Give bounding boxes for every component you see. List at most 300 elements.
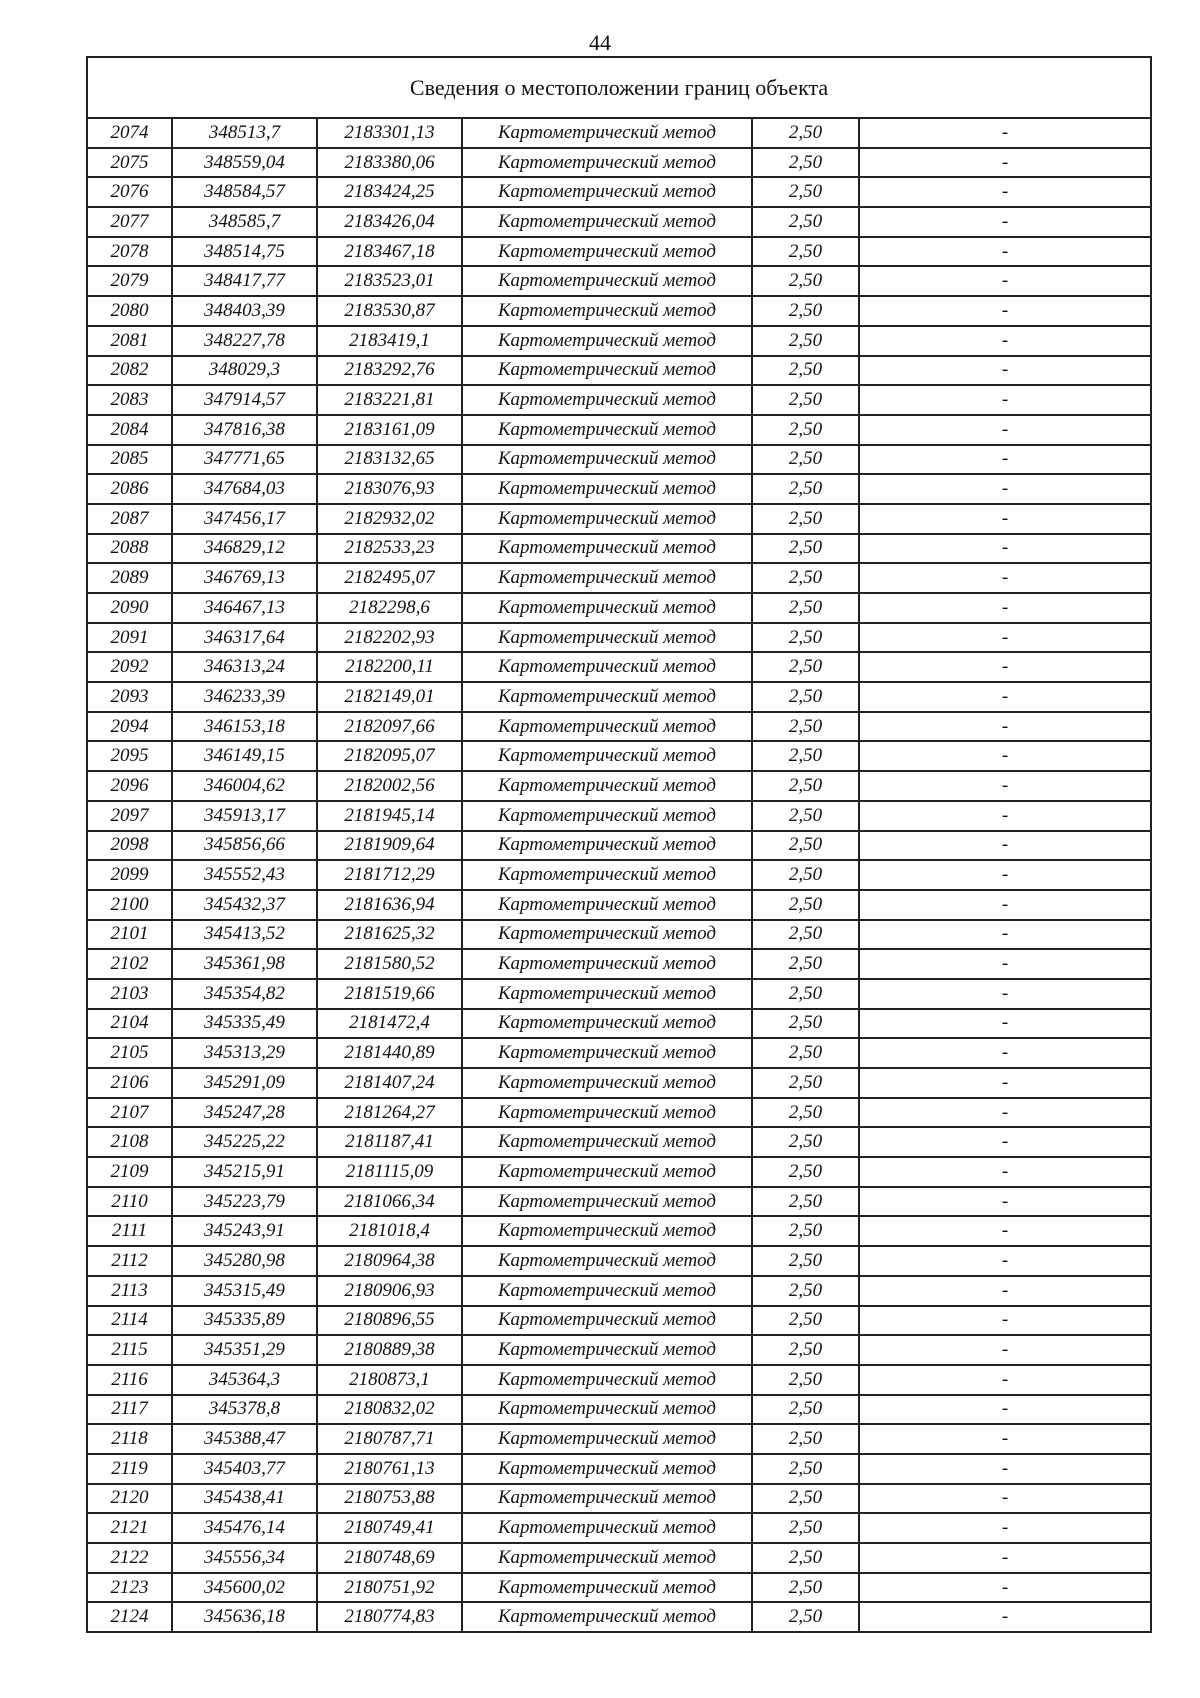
- method-cell: Картометрический метод: [462, 415, 752, 445]
- method-cell: Картометрический метод: [462, 1098, 752, 1128]
- x-coordinate-cell: 345476,14: [172, 1513, 317, 1543]
- table-row: [87, 118, 1151, 148]
- method-cell: Картометрический метод: [462, 563, 752, 593]
- x-coordinate-cell: 348584,57: [172, 177, 317, 207]
- point-number-cell: 2100: [87, 890, 172, 920]
- method-cell: Картометрический метод: [462, 296, 752, 326]
- accuracy-cell: 2,50: [752, 266, 859, 296]
- method-cell: Картометрический метод: [462, 474, 752, 504]
- description-cell: -: [859, 1246, 1151, 1276]
- table-row: [87, 801, 1151, 831]
- description-cell: -: [859, 1335, 1151, 1365]
- accuracy-cell: 2,50: [752, 534, 859, 564]
- description-cell: -: [859, 920, 1151, 950]
- description-cell: -: [859, 1424, 1151, 1454]
- point-number-cell: 2109: [87, 1157, 172, 1187]
- method-cell: Картометрический метод: [462, 890, 752, 920]
- accuracy-cell: 2,50: [752, 1187, 859, 1217]
- description-cell: -: [859, 1068, 1151, 1098]
- description-cell: -: [859, 563, 1151, 593]
- x-coordinate-cell: 345556,34: [172, 1543, 317, 1573]
- accuracy-cell: 2,50: [752, 1098, 859, 1128]
- point-number-cell: 2093: [87, 682, 172, 712]
- table-row: [87, 1573, 1151, 1603]
- table-row: [87, 890, 1151, 920]
- method-cell: Картометрический метод: [462, 1543, 752, 1573]
- description-cell: -: [859, 890, 1151, 920]
- x-coordinate-cell: 348227,78: [172, 326, 317, 356]
- page-number: 44: [589, 30, 611, 55]
- table-row: [87, 1454, 1151, 1484]
- description-cell: -: [859, 1127, 1151, 1157]
- y-coordinate-cell: 2182097,66: [317, 712, 462, 742]
- method-cell: Картометрический метод: [462, 534, 752, 564]
- y-coordinate-cell: 2180787,71: [317, 1424, 462, 1454]
- table-row: [87, 979, 1151, 1009]
- table-row: [87, 623, 1151, 653]
- table-row: [87, 1246, 1151, 1276]
- table-title: Сведения о местоположении границ объекта: [87, 57, 1151, 118]
- y-coordinate-cell: 2181115,09: [317, 1157, 462, 1187]
- y-coordinate-cell: 2181945,14: [317, 801, 462, 831]
- y-coordinate-cell: 2181625,32: [317, 920, 462, 950]
- x-coordinate-cell: 345225,22: [172, 1127, 317, 1157]
- point-number-cell: 2092: [87, 652, 172, 682]
- table-row: [87, 949, 1151, 979]
- y-coordinate-cell: 2180751,92: [317, 1573, 462, 1603]
- x-coordinate-cell: 345335,89: [172, 1306, 317, 1336]
- y-coordinate-cell: 2183426,04: [317, 207, 462, 237]
- x-coordinate-cell: 345354,82: [172, 979, 317, 1009]
- x-coordinate-cell: 348403,39: [172, 296, 317, 326]
- y-coordinate-cell: 2180873,1: [317, 1365, 462, 1395]
- table-row: [87, 563, 1151, 593]
- x-coordinate-cell: 346004,62: [172, 771, 317, 801]
- x-coordinate-cell: 345432,37: [172, 890, 317, 920]
- y-coordinate-cell: 2180753,88: [317, 1484, 462, 1514]
- table-row: [87, 148, 1151, 178]
- method-cell: Картометрический метод: [462, 593, 752, 623]
- point-number-cell: 2098: [87, 831, 172, 861]
- y-coordinate-cell: 2183530,87: [317, 296, 462, 326]
- x-coordinate-cell: 348559,04: [172, 148, 317, 178]
- y-coordinate-cell: 2183221,81: [317, 385, 462, 415]
- accuracy-cell: 2,50: [752, 1306, 859, 1336]
- method-cell: Картометрический метод: [462, 1157, 752, 1187]
- table-row: [87, 296, 1151, 326]
- x-coordinate-cell: 345313,29: [172, 1038, 317, 1068]
- point-number-cell: 2094: [87, 712, 172, 742]
- table-row: [87, 652, 1151, 682]
- y-coordinate-cell: 2182149,01: [317, 682, 462, 712]
- y-coordinate-cell: 2182202,93: [317, 623, 462, 653]
- point-number-cell: 2089: [87, 563, 172, 593]
- table-row: [87, 1009, 1151, 1039]
- point-number-cell: 2082: [87, 356, 172, 386]
- point-number-cell: 2084: [87, 415, 172, 445]
- y-coordinate-cell: 2181712,29: [317, 860, 462, 890]
- x-coordinate-cell: 345351,29: [172, 1335, 317, 1365]
- method-cell: Картометрический метод: [462, 652, 752, 682]
- accuracy-cell: 2,50: [752, 593, 859, 623]
- description-cell: -: [859, 385, 1151, 415]
- x-coordinate-cell: 345291,09: [172, 1068, 317, 1098]
- x-coordinate-cell: 346149,15: [172, 741, 317, 771]
- point-number-cell: 2122: [87, 1543, 172, 1573]
- x-coordinate-cell: 346467,13: [172, 593, 317, 623]
- table-row: [87, 1157, 1151, 1187]
- x-coordinate-cell: 345280,98: [172, 1246, 317, 1276]
- accuracy-cell: 2,50: [752, 1424, 859, 1454]
- description-cell: -: [859, 1573, 1151, 1603]
- table-row: [87, 1127, 1151, 1157]
- description-cell: -: [859, 1216, 1151, 1246]
- x-coordinate-cell: 345913,17: [172, 801, 317, 831]
- point-number-cell: 2079: [87, 266, 172, 296]
- description-cell: -: [859, 860, 1151, 890]
- description-cell: -: [859, 623, 1151, 653]
- description-cell: -: [859, 207, 1151, 237]
- description-cell: -: [859, 712, 1151, 742]
- y-coordinate-cell: 2182095,07: [317, 741, 462, 771]
- method-cell: Картометрический метод: [462, 1276, 752, 1306]
- method-cell: Картометрический метод: [462, 385, 752, 415]
- method-cell: Картометрический метод: [462, 1424, 752, 1454]
- table-row: [87, 1276, 1151, 1306]
- description-cell: -: [859, 1306, 1151, 1336]
- accuracy-cell: 2,50: [752, 1454, 859, 1484]
- table-row: [87, 593, 1151, 623]
- accuracy-cell: 2,50: [752, 1009, 859, 1039]
- point-number-cell: 2077: [87, 207, 172, 237]
- accuracy-cell: 2,50: [752, 1276, 859, 1306]
- table-row: [87, 1602, 1151, 1632]
- table-row: [87, 415, 1151, 445]
- method-cell: Картометрический метод: [462, 1513, 752, 1543]
- point-number-cell: 2083: [87, 385, 172, 415]
- point-number-cell: 2121: [87, 1513, 172, 1543]
- method-cell: Картометрический метод: [462, 445, 752, 475]
- method-cell: Картометрический метод: [462, 949, 752, 979]
- accuracy-cell: 2,50: [752, 920, 859, 950]
- accuracy-cell: 2,50: [752, 1602, 859, 1632]
- description-cell: -: [859, 741, 1151, 771]
- table-row: [87, 1365, 1151, 1395]
- x-coordinate-cell: 347684,03: [172, 474, 317, 504]
- description-cell: -: [859, 979, 1151, 1009]
- table-row: [87, 474, 1151, 504]
- description-cell: -: [859, 1543, 1151, 1573]
- table-row: [87, 771, 1151, 801]
- y-coordinate-cell: 2183132,65: [317, 445, 462, 475]
- description-cell: -: [859, 1454, 1151, 1484]
- x-coordinate-cell: 348417,77: [172, 266, 317, 296]
- table-row: [87, 356, 1151, 386]
- method-cell: Картометрический метод: [462, 177, 752, 207]
- table-row: [87, 920, 1151, 950]
- point-number-cell: 2097: [87, 801, 172, 831]
- method-cell: Картометрический метод: [462, 1068, 752, 1098]
- y-coordinate-cell: 2183419,1: [317, 326, 462, 356]
- description-cell: -: [859, 1276, 1151, 1306]
- x-coordinate-cell: 345315,49: [172, 1276, 317, 1306]
- method-cell: Картометрический метод: [462, 682, 752, 712]
- y-coordinate-cell: 2180896,55: [317, 1306, 462, 1336]
- accuracy-cell: 2,50: [752, 504, 859, 534]
- x-coordinate-cell: 345600,02: [172, 1573, 317, 1603]
- method-cell: Картометрический метод: [462, 1395, 752, 1425]
- x-coordinate-cell: 345243,91: [172, 1216, 317, 1246]
- accuracy-cell: 2,50: [752, 801, 859, 831]
- description-cell: -: [859, 445, 1151, 475]
- method-cell: Картометрический метод: [462, 860, 752, 890]
- accuracy-cell: 2,50: [752, 237, 859, 267]
- method-cell: Картометрический метод: [462, 1187, 752, 1217]
- table-row: [87, 1543, 1151, 1573]
- y-coordinate-cell: 2181519,66: [317, 979, 462, 1009]
- table-title-row: [87, 57, 1151, 118]
- description-cell: -: [859, 771, 1151, 801]
- y-coordinate-cell: 2181636,94: [317, 890, 462, 920]
- x-coordinate-cell: 345335,49: [172, 1009, 317, 1039]
- y-coordinate-cell: 2180761,13: [317, 1454, 462, 1484]
- method-cell: Картометрический метод: [462, 148, 752, 178]
- x-coordinate-cell: 345223,79: [172, 1187, 317, 1217]
- y-coordinate-cell: 2183380,06: [317, 148, 462, 178]
- y-coordinate-cell: 2182298,6: [317, 593, 462, 623]
- point-number-cell: 2108: [87, 1127, 172, 1157]
- point-number-cell: 2075: [87, 148, 172, 178]
- y-coordinate-cell: 2182495,07: [317, 563, 462, 593]
- point-number-cell: 2091: [87, 623, 172, 653]
- y-coordinate-cell: 2181018,4: [317, 1216, 462, 1246]
- y-coordinate-cell: 2183467,18: [317, 237, 462, 267]
- accuracy-cell: 2,50: [752, 712, 859, 742]
- y-coordinate-cell: 2182533,23: [317, 534, 462, 564]
- accuracy-cell: 2,50: [752, 949, 859, 979]
- description-cell: -: [859, 177, 1151, 207]
- point-number-cell: 2080: [87, 296, 172, 326]
- table-row: [87, 1484, 1151, 1514]
- description-cell: -: [859, 1484, 1151, 1514]
- table-row: [87, 1038, 1151, 1068]
- y-coordinate-cell: 2182200,11: [317, 652, 462, 682]
- table-row: [87, 326, 1151, 356]
- description-cell: -: [859, 474, 1151, 504]
- accuracy-cell: 2,50: [752, 890, 859, 920]
- x-coordinate-cell: 347816,38: [172, 415, 317, 445]
- point-number-cell: 2118: [87, 1424, 172, 1454]
- table-row: [87, 831, 1151, 861]
- accuracy-cell: 2,50: [752, 682, 859, 712]
- accuracy-cell: 2,50: [752, 1216, 859, 1246]
- description-cell: -: [859, 326, 1151, 356]
- point-number-cell: 2115: [87, 1335, 172, 1365]
- accuracy-cell: 2,50: [752, 356, 859, 386]
- table-body: [87, 57, 1151, 1632]
- table-row: [87, 1395, 1151, 1425]
- method-cell: Картометрический метод: [462, 266, 752, 296]
- table-row: [87, 1424, 1151, 1454]
- description-cell: -: [859, 118, 1151, 148]
- x-coordinate-cell: 346313,24: [172, 652, 317, 682]
- x-coordinate-cell: 345247,28: [172, 1098, 317, 1128]
- accuracy-cell: 2,50: [752, 563, 859, 593]
- method-cell: Картометрический метод: [462, 623, 752, 653]
- point-number-cell: 2095: [87, 741, 172, 771]
- point-number-cell: 2110: [87, 1187, 172, 1217]
- table-row: [87, 1306, 1151, 1336]
- x-coordinate-cell: 348514,75: [172, 237, 317, 267]
- description-cell: -: [859, 593, 1151, 623]
- y-coordinate-cell: 2183523,01: [317, 266, 462, 296]
- accuracy-cell: 2,50: [752, 1068, 859, 1098]
- table-row: [87, 1216, 1151, 1246]
- table-row: [87, 207, 1151, 237]
- y-coordinate-cell: 2180748,69: [317, 1543, 462, 1573]
- table-row: [87, 1513, 1151, 1543]
- description-cell: -: [859, 148, 1151, 178]
- accuracy-cell: 2,50: [752, 771, 859, 801]
- method-cell: Картометрический метод: [462, 504, 752, 534]
- description-cell: -: [859, 1365, 1151, 1395]
- x-coordinate-cell: 347771,65: [172, 445, 317, 475]
- table-row: [87, 682, 1151, 712]
- table-row: [87, 712, 1151, 742]
- method-cell: Картометрический метод: [462, 1127, 752, 1157]
- accuracy-cell: 2,50: [752, 1484, 859, 1514]
- x-coordinate-cell: 345413,52: [172, 920, 317, 950]
- point-number-cell: 2111: [87, 1216, 172, 1246]
- method-cell: Картометрический метод: [462, 326, 752, 356]
- method-cell: Картометрический метод: [462, 118, 752, 148]
- table-row: [87, 534, 1151, 564]
- x-coordinate-cell: 345856,66: [172, 831, 317, 861]
- y-coordinate-cell: 2183301,13: [317, 118, 462, 148]
- y-coordinate-cell: 2181909,64: [317, 831, 462, 861]
- table-row: [87, 445, 1151, 475]
- table-row: [87, 266, 1151, 296]
- method-cell: Картометрический метод: [462, 1038, 752, 1068]
- y-coordinate-cell: 2180832,02: [317, 1395, 462, 1425]
- x-coordinate-cell: 345364,3: [172, 1365, 317, 1395]
- accuracy-cell: 2,50: [752, 652, 859, 682]
- method-cell: Картометрический метод: [462, 1484, 752, 1514]
- point-number-cell: 2104: [87, 1009, 172, 1039]
- point-number-cell: 2116: [87, 1365, 172, 1395]
- accuracy-cell: 2,50: [752, 741, 859, 771]
- x-coordinate-cell: 345403,77: [172, 1454, 317, 1484]
- x-coordinate-cell: 348029,3: [172, 356, 317, 386]
- description-cell: -: [859, 415, 1151, 445]
- y-coordinate-cell: 2182002,56: [317, 771, 462, 801]
- point-number-cell: 2076: [87, 177, 172, 207]
- point-number-cell: 2114: [87, 1306, 172, 1336]
- description-cell: -: [859, 1513, 1151, 1543]
- y-coordinate-cell: 2181580,52: [317, 949, 462, 979]
- x-coordinate-cell: 346317,64: [172, 623, 317, 653]
- point-number-cell: 2113: [87, 1276, 172, 1306]
- y-coordinate-cell: 2181187,41: [317, 1127, 462, 1157]
- description-cell: -: [859, 831, 1151, 861]
- table-row: [87, 1098, 1151, 1128]
- y-coordinate-cell: 2181407,24: [317, 1068, 462, 1098]
- x-coordinate-cell: 345438,41: [172, 1484, 317, 1514]
- table-row: [87, 860, 1151, 890]
- description-cell: -: [859, 266, 1151, 296]
- description-cell: -: [859, 652, 1151, 682]
- point-number-cell: 2106: [87, 1068, 172, 1098]
- description-cell: -: [859, 1187, 1151, 1217]
- accuracy-cell: 2,50: [752, 1157, 859, 1187]
- x-coordinate-cell: 346829,12: [172, 534, 317, 564]
- y-coordinate-cell: 2181066,34: [317, 1187, 462, 1217]
- point-number-cell: 2081: [87, 326, 172, 356]
- y-coordinate-cell: 2181264,27: [317, 1098, 462, 1128]
- x-coordinate-cell: 345215,91: [172, 1157, 317, 1187]
- y-coordinate-cell: 2180964,38: [317, 1246, 462, 1276]
- description-cell: -: [859, 682, 1151, 712]
- point-number-cell: 2120: [87, 1484, 172, 1514]
- point-number-cell: 2124: [87, 1602, 172, 1632]
- point-number-cell: 2088: [87, 534, 172, 564]
- method-cell: Картометрический метод: [462, 1365, 752, 1395]
- y-coordinate-cell: 2180774,83: [317, 1602, 462, 1632]
- method-cell: Картометрический метод: [462, 712, 752, 742]
- x-coordinate-cell: 348513,7: [172, 118, 317, 148]
- point-number-cell: 2103: [87, 979, 172, 1009]
- y-coordinate-cell: 2183161,09: [317, 415, 462, 445]
- x-coordinate-cell: 345378,8: [172, 1395, 317, 1425]
- description-cell: -: [859, 356, 1151, 386]
- x-coordinate-cell: 345552,43: [172, 860, 317, 890]
- y-coordinate-cell: 2180906,93: [317, 1276, 462, 1306]
- x-coordinate-cell: 348585,7: [172, 207, 317, 237]
- x-coordinate-cell: 347914,57: [172, 385, 317, 415]
- method-cell: Картометрический метод: [462, 741, 752, 771]
- point-number-cell: 2107: [87, 1098, 172, 1128]
- description-cell: -: [859, 237, 1151, 267]
- accuracy-cell: 2,50: [752, 148, 859, 178]
- accuracy-cell: 2,50: [752, 831, 859, 861]
- accuracy-cell: 2,50: [752, 1573, 859, 1603]
- accuracy-cell: 2,50: [752, 1395, 859, 1425]
- x-coordinate-cell: 345388,47: [172, 1424, 317, 1454]
- x-coordinate-cell: 345361,98: [172, 949, 317, 979]
- accuracy-cell: 2,50: [752, 415, 859, 445]
- table-row: [87, 504, 1151, 534]
- accuracy-cell: 2,50: [752, 385, 859, 415]
- accuracy-cell: 2,50: [752, 326, 859, 356]
- y-coordinate-cell: 2180749,41: [317, 1513, 462, 1543]
- description-cell: -: [859, 949, 1151, 979]
- point-number-cell: 2117: [87, 1395, 172, 1425]
- method-cell: Картометрический метод: [462, 356, 752, 386]
- accuracy-cell: 2,50: [752, 207, 859, 237]
- method-cell: Картометрический метод: [462, 771, 752, 801]
- description-cell: -: [859, 801, 1151, 831]
- y-coordinate-cell: 2183076,93: [317, 474, 462, 504]
- method-cell: Картометрический метод: [462, 979, 752, 1009]
- accuracy-cell: 2,50: [752, 1543, 859, 1573]
- description-cell: -: [859, 1098, 1151, 1128]
- point-number-cell: 2087: [87, 504, 172, 534]
- table-row: [87, 741, 1151, 771]
- method-cell: Картометрический метод: [462, 1573, 752, 1603]
- accuracy-cell: 2,50: [752, 1127, 859, 1157]
- y-coordinate-cell: 2183292,76: [317, 356, 462, 386]
- accuracy-cell: 2,50: [752, 1038, 859, 1068]
